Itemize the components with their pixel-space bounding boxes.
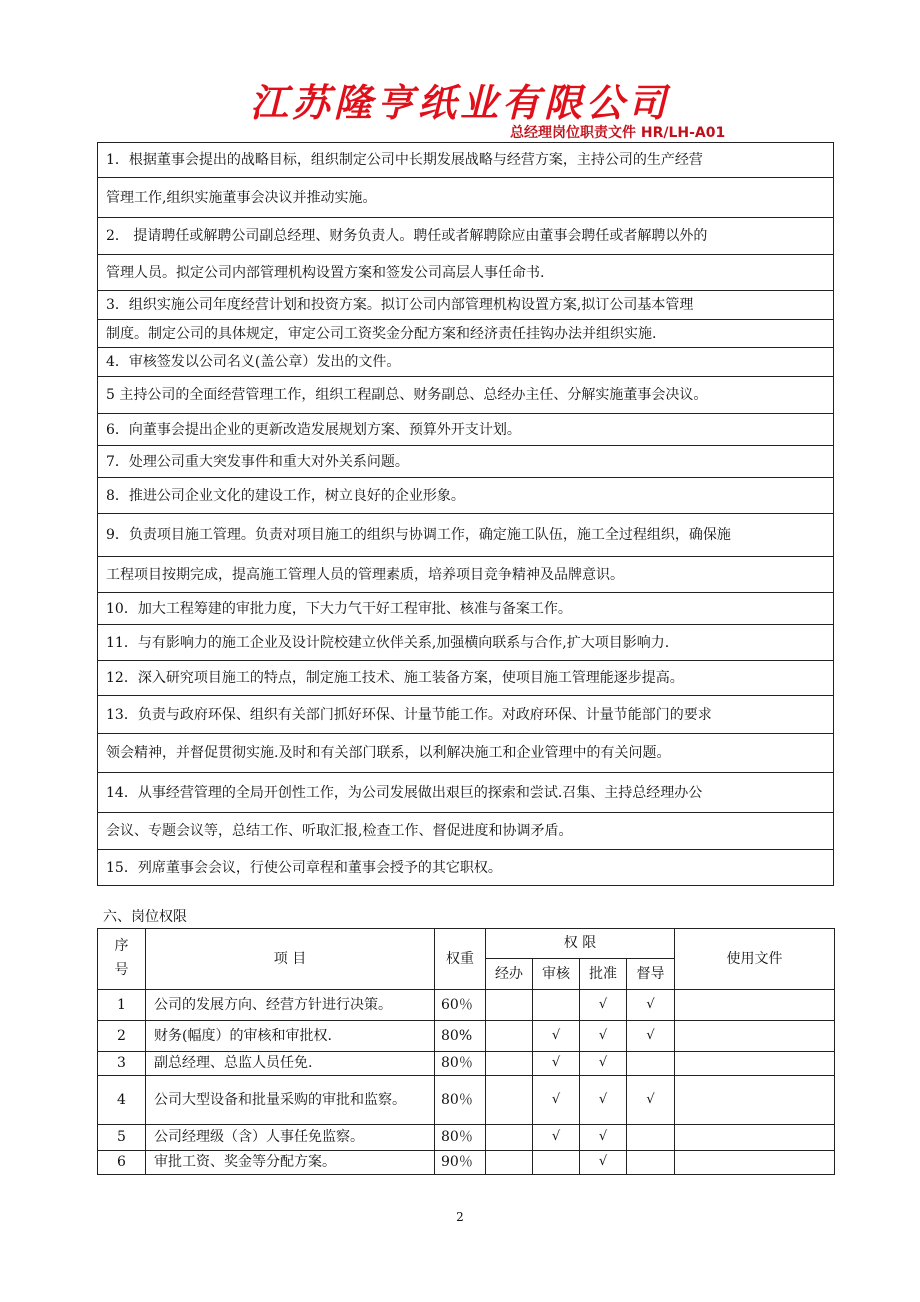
duty-row — [98, 414, 834, 446]
duty-text: 6．向董事会提出企业的更新改造发展规划方案、预算外开支计划。 — [98, 414, 834, 446]
permission-row — [98, 1052, 835, 1076]
duty-text: 11．与有影响力的施工企业及设计院校建立伙伴关系,加强横向联系与合作,扩大项目影响力. — [98, 625, 834, 661]
check-mark: √ — [533, 1021, 580, 1052]
check-mark: √ — [580, 990, 627, 1021]
duty-text: 3．组织实施公司年度经营计划和投资方案。拟订公司内部管理机构设置方案,拟订公司基本管理 — [98, 291, 834, 320]
check-mark: √ — [627, 1021, 675, 1052]
check-mark: √ — [533, 1052, 580, 1076]
duty-text: 9．负责项目施工管理。负责对项目施工的组织与协调工作，确定施工队伍，施工全过程组织，确保施 — [98, 514, 834, 557]
row-item: 公司的发展方向、经营方针进行决策。 — [146, 990, 435, 1021]
header-authority: 权 限 — [486, 929, 675, 959]
duty-row — [98, 255, 834, 291]
permission-row — [98, 1076, 835, 1125]
permission-row — [98, 1151, 835, 1175]
check-mark — [486, 1052, 533, 1076]
duty-text: 13．负责与政府环保、组织有关部门抓好环保、计量节能工作。对政府环保、计量节能部门的要求 — [98, 696, 834, 734]
row-number: 2 — [98, 1021, 146, 1052]
check-mark: √ — [627, 990, 675, 1021]
duty-row — [98, 593, 834, 625]
row-weight: 60％ — [435, 990, 486, 1021]
page-number: 2 — [456, 1210, 464, 1224]
check-mark: √ — [533, 1125, 580, 1151]
row-docs — [675, 1125, 835, 1151]
header-supervise: 督导 — [627, 959, 675, 990]
row-weight: 90％ — [435, 1151, 486, 1175]
row-item: 公司经理级（含）人事任免监察。 — [146, 1125, 435, 1151]
duty-row — [98, 218, 834, 255]
duty-row — [98, 446, 834, 478]
row-item: 财务(幅度）的审核和审批权. — [146, 1021, 435, 1052]
header-review: 审核 — [533, 959, 580, 990]
duty-text: 管理工作,组织实施董事会决议并推动实施。 — [98, 178, 834, 218]
duty-row — [98, 625, 834, 661]
duty-text: 15．列席董事会会议，行使公司章程和董事会授予的其它职权。 — [98, 850, 834, 886]
duty-row — [98, 850, 834, 886]
duty-row — [98, 557, 834, 593]
check-mark — [627, 1052, 675, 1076]
check-mark — [533, 990, 580, 1021]
header-weight: 权重 — [435, 929, 486, 990]
duty-row — [98, 514, 834, 557]
duty-row — [98, 773, 834, 813]
check-mark — [486, 1151, 533, 1175]
check-mark — [533, 1151, 580, 1175]
row-item: 副总经理、总监人员任免. — [146, 1052, 435, 1076]
duty-row — [98, 348, 834, 377]
check-mark — [627, 1151, 675, 1175]
row-docs — [675, 990, 835, 1021]
row-docs — [675, 1052, 835, 1076]
check-mark: √ — [533, 1076, 580, 1125]
header-approve: 批准 — [580, 959, 627, 990]
row-number: 3 — [98, 1052, 146, 1076]
row-weight: 80％ — [435, 1125, 486, 1151]
duty-text: 12．深入研究项目施工的特点，制定施工技术、施工装备方案，使项目施工管理能逐步提高。 — [98, 661, 834, 696]
row-number: 1 — [98, 990, 146, 1021]
check-mark: √ — [580, 1125, 627, 1151]
check-mark: √ — [580, 1151, 627, 1175]
check-mark — [486, 1125, 533, 1151]
duty-text: 领会精神，并督促贯彻实施.及时和有关部门联系，以利解决施工和企业管理中的有关问题。 — [98, 734, 834, 773]
duty-row — [98, 320, 834, 348]
permissions-table — [97, 928, 835, 1175]
duty-text: 8．推进公司企业文化的建设工作，树立良好的企业形象。 — [98, 478, 834, 514]
permission-row — [98, 1021, 835, 1052]
permission-row — [98, 990, 835, 1021]
section-title: 六、岗位权限 — [103, 909, 187, 925]
document-reference: 总经理岗位职责文件 HR/LH-A01 — [510, 125, 726, 141]
duty-text: 1．根据董事会提出的战略目标，组织制定公司中长期发展战略与经营方案，主持公司的生产经营 — [98, 143, 834, 178]
check-mark — [486, 1021, 533, 1052]
row-docs — [675, 1151, 835, 1175]
duties-table — [97, 142, 834, 886]
row-item: 审批工资、奖金等分配方案。 — [146, 1151, 435, 1175]
row-weight: 80％ — [435, 1076, 486, 1125]
permission-row — [98, 1125, 835, 1151]
header-docs: 使用文件 — [675, 929, 835, 990]
row-item: 公司大型设备和批量采购的审批和监察。 — [146, 1076, 435, 1125]
duty-row — [98, 377, 834, 414]
duty-text: 10．加大工程筹建的审批力度，下大力气干好工程审批、核准与备案工作。 — [98, 593, 834, 625]
duty-text: 工程项目按期完成，提高施工管理人员的管理素质，培养项目竞争精神及品牌意识。 — [98, 557, 834, 593]
row-weight: 80％ — [435, 1052, 486, 1076]
duty-text: 4．审核签发以公司名义(盖公章）发出的文件。 — [98, 348, 834, 377]
duty-text: 14．从事经营管理的全局开创性工作，为公司发展做出艰巨的探索和尝试.召集、主持总经理办公 — [98, 773, 834, 813]
row-number: 5 — [98, 1125, 146, 1151]
duty-text: 管理人员。拟定公司内部管理机构设置方案和签发公司高层人事任命书. — [98, 255, 834, 291]
duty-text: 7．处理公司重大突发事件和重大对外关系问题。 — [98, 446, 834, 478]
duty-text: 会议、专题会议等，总结工作、听取汇报,检查工作、督促进度和协调矛盾。 — [98, 813, 834, 850]
duty-row — [98, 813, 834, 850]
duty-text: 5 主持公司的全面经营管理工作，组织工程副总、财务副总、总经办主任、分解实施董事会决议。 — [98, 377, 834, 414]
header-no: 序号 — [98, 929, 146, 990]
row-docs — [675, 1021, 835, 1052]
row-weight: 80% — [435, 1021, 486, 1052]
check-mark — [627, 1125, 675, 1151]
header-handle: 经办 — [486, 959, 533, 990]
row-number: 6 — [98, 1151, 146, 1175]
check-mark: √ — [580, 1052, 627, 1076]
duty-row — [98, 178, 834, 218]
duty-row — [98, 478, 834, 514]
duty-row — [98, 291, 834, 320]
header-item: 项 目 — [146, 929, 435, 990]
check-mark: √ — [627, 1076, 675, 1125]
check-mark — [486, 1076, 533, 1125]
check-mark — [486, 990, 533, 1021]
company-name: 江苏隆亨纸业有限公司 — [249, 80, 670, 125]
row-number: 4 — [98, 1076, 146, 1125]
duty-row — [98, 143, 834, 178]
duty-text: 制度。制定公司的具体规定，审定公司工资奖金分配方案和经济责任挂钩办法并组织实施. — [98, 320, 834, 348]
check-mark: √ — [580, 1021, 627, 1052]
duty-row — [98, 661, 834, 696]
row-docs — [675, 1076, 835, 1125]
duty-text: 2． 提请聘任或解聘公司副总经理、财务负责人。聘任或者解聘除应由董事会聘任或者解聘以外的 — [98, 218, 834, 255]
check-mark: √ — [580, 1076, 627, 1125]
duty-row — [98, 734, 834, 773]
duty-row — [98, 696, 834, 734]
